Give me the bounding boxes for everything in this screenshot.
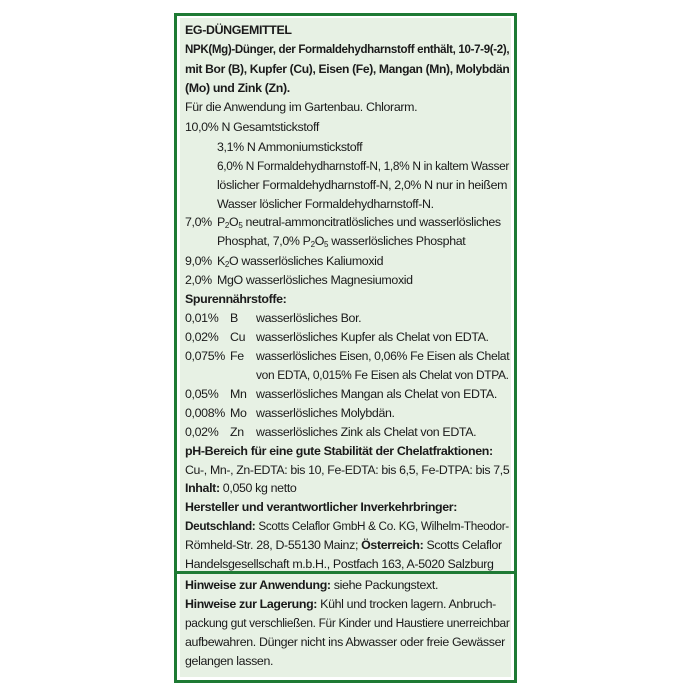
storage-line-2: packung gut verschließen. Für Kinder und Haustiere unerreichbar — [185, 616, 510, 630]
trace-mn-text: wasserlösliches Mangan als Chelat von EDTA. — [256, 387, 497, 401]
trace-cu-pct: 0,02% — [185, 330, 219, 344]
trace-cu-text: wasserlösliches Kupfer als Chelat von EDTA. — [256, 330, 489, 344]
ph-values: Cu-, Mn-, Zn-EDTA: bis 10, Fe-EDTA: bis 6,5, Fe-DTPA: bis 7,5 — [185, 463, 510, 477]
trace-fe-pct: 0,075% — [185, 349, 225, 363]
phosphate-line-1: $P_2O_5$ neutral-ammoncitratlösliches und wasserlösliches — [217, 215, 501, 230]
nitrogen-formaldehyde-line-1: 6,0% N Formaldehydharnstoff-N, 1,8% N in kaltem Wasser — [217, 159, 510, 173]
nitrogen-total: 10,0% N Gesamtstickstoff — [185, 120, 319, 134]
trace-fe-text-line-1: wasserlösliches Eisen, 0,06% Fe Eisen als Chelat — [256, 349, 510, 363]
nitrogen-formaldehyde-line-2: löslicher Formaldehydharnstoff-N, 2,0% N nur in heißem — [217, 178, 508, 192]
manufacturer-heading: Hersteller und verantwortlicher Inverkehrbringer: — [185, 500, 458, 514]
magnesium-pct: 2,0% — [185, 273, 212, 287]
trace-zn-text: wasserlösliches Zink als Chelat von EDTA. — [256, 425, 477, 439]
trace-b-pct: 0,01% — [185, 311, 219, 325]
manufacturer-at-line-3: Handelsgesellschaft m.b.H., Postfach 163, A-5020 Salzburg — [185, 557, 494, 571]
storage-line-4: gelangen lassen. — [185, 654, 274, 668]
npk-heading-line-1: NPK(Mg)-Dünger, der Formaldehydharnstoff enthält, 10-7-9(-2), — [185, 42, 510, 56]
storage-line-1: Hinweise zur Lagerung: Kühl und trocken lagern. Anbruch- — [185, 597, 496, 611]
trace-mo-pct: 0,008% — [185, 406, 225, 420]
trace-heading: Spurennährstoffe: — [185, 292, 287, 306]
potassium-pct: 9,0% — [185, 254, 212, 268]
trace-mn-pct: 0,05% — [185, 387, 219, 401]
content-amount: Inhalt: 0,050 kg netto — [185, 481, 297, 495]
trace-zn-pct: 0,02% — [185, 425, 219, 439]
trace-zn-symbol: Zn — [230, 425, 244, 439]
trace-b-symbol: B — [230, 311, 238, 325]
trace-mn-symbol: Mn — [230, 387, 247, 401]
nitrogen-ammonium: 3,1% N Ammoniumstickstoff — [217, 140, 363, 154]
potassium-text: $K_2O$ wasserlösliches Kaliumoxid — [217, 254, 384, 269]
trace-mo-text: wasserlösliches Molybdän. — [256, 406, 395, 420]
storage-line-3: aufbewahren. Dünger nicht ins Abwasser oder freie Gewässer — [185, 635, 505, 649]
usage-instructions: Hinweise zur Anwendung: siehe Packungstext. — [185, 578, 439, 592]
usage-note: Für die Anwendung im Gartenbau. Chlorarm. — [185, 100, 418, 114]
trace-b-text: wasserlösliches Bor. — [256, 311, 362, 325]
npk-heading-line-3: (Mo) und Zink (Zn). — [185, 81, 290, 95]
trace-mo-symbol: Mo — [230, 406, 247, 420]
nitrogen-formaldehyde-line-3: Wasser löslicher Formaldehydharnstoff-N. — [217, 197, 434, 211]
trace-fe-text-line-2: von EDTA, 0,015% Fe Eisen als Chelat von DTPA. — [256, 368, 509, 382]
trace-cu-symbol: Cu — [230, 330, 246, 344]
phosphate-line-2: Phosphat, 7,0% $P_2O_5$ wasserlösliches Phosphat — [217, 234, 466, 249]
ph-heading: pH-Bereich für eine gute Stabilität der Chelatfraktionen: — [185, 444, 493, 458]
phosphate-pct: 7,0% — [185, 215, 212, 229]
manufacturer-line-2: Römheld-Str. 28, D-55130 Mainz; Österreich: Scotts Celaflor — [185, 538, 502, 552]
manufacturer-de-line-1: Deutschland: Scotts Celaflor GmbH & Co. KG, Wilhelm-Theodor- — [185, 519, 509, 533]
trace-fe-symbol: Fe — [230, 349, 244, 363]
npk-heading-line-2: mit Bor (B), Kupfer (Cu), Eisen (Fe), Mangan (Mn), Molybdän — [185, 62, 510, 76]
label-title: EG-DÜNGEMITTEL — [185, 23, 292, 37]
magnesium-text: MgO wasserlösliches Magnesiumoxid — [217, 273, 413, 287]
